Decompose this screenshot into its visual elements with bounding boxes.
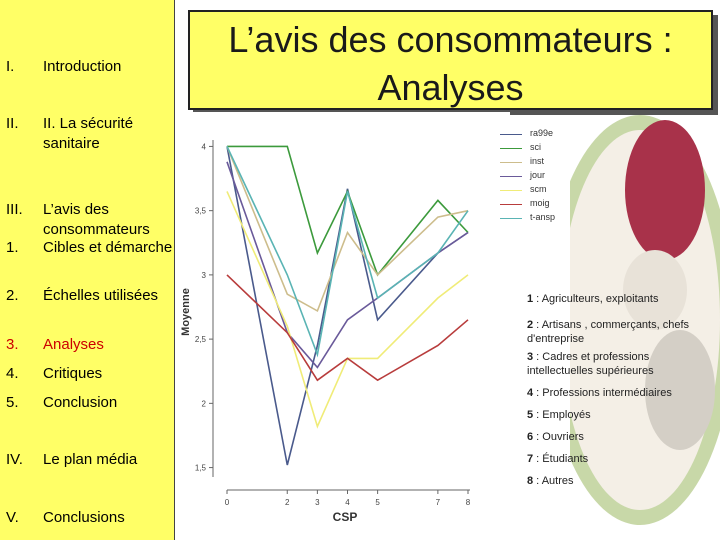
sidebar-item-label: Conclusions — [43, 509, 125, 526]
legend-label: moig — [530, 198, 550, 208]
legend-label: inst — [530, 156, 545, 166]
sidebar-item-number: II. — [6, 115, 19, 132]
sidebar-item-label: Le plan média — [43, 451, 138, 468]
legend-swatch — [500, 134, 522, 135]
legend-swatch — [500, 190, 522, 191]
csp-code-item — [527, 350, 707, 378]
legend-label: ra99e — [530, 128, 554, 138]
sidebar-item-number: V. — [6, 509, 19, 526]
sidebar-item-label: Introduction — [43, 58, 122, 75]
sidebar-item-label: II. La sécurité sanitaire — [43, 115, 134, 152]
x-tick-label: 3 — [315, 498, 320, 507]
sidebar-item-label: Conclusion — [43, 394, 118, 411]
sidebar-item-label: Critiques — [43, 365, 103, 382]
y-tick-label: 3 — [201, 270, 206, 280]
csp-code-separator: : — [533, 453, 543, 465]
csp-code-label: Cadres et professions intellectuelles supérieures — [527, 351, 654, 377]
legend-entry — [500, 198, 570, 212]
csp-code-separator: : — [533, 293, 542, 305]
sidebar-item-number: 4. — [6, 365, 19, 382]
csp-code-separator: : — [533, 351, 543, 363]
sidebar-item-number: I. — [6, 58, 15, 75]
sidebar-item-number: 5. — [6, 394, 19, 411]
x-tick-label: 2 — [285, 498, 290, 507]
legend-swatch — [500, 218, 522, 219]
csp-code-label: Professions intermédiaires — [542, 387, 672, 399]
legend-entry — [500, 212, 570, 226]
csp-code-item — [527, 474, 707, 488]
legend-label: sci — [530, 142, 541, 152]
csp-code-label: Étudiants — [542, 453, 589, 465]
sidebar-item-number: 2. — [6, 287, 19, 304]
sidebar-item-number: 3. — [6, 336, 19, 353]
x-tick-label: 0 — [224, 498, 230, 507]
sidebar — [0, 0, 175, 540]
csp-code-item — [527, 430, 707, 444]
csp-code-separator: : — [533, 431, 543, 443]
y-tick-label: 2,5 — [194, 335, 206, 345]
x-tick-label: 5 — [375, 498, 380, 507]
legend-entry — [500, 156, 570, 170]
y-tick-label: 3,5 — [194, 206, 206, 216]
csp-code-item — [527, 408, 707, 422]
legend-swatch — [500, 176, 522, 177]
legend-label: jour — [530, 170, 546, 180]
csp-code-separator: : — [533, 387, 543, 399]
x-axis-label: CSP — [332, 510, 358, 524]
sidebar-item-number: 1. — [6, 239, 19, 256]
csp-code-item — [527, 318, 707, 346]
csp-code-number: 3 — [527, 351, 534, 363]
csp-code-number: 6 — [527, 431, 534, 443]
csp-code-item — [527, 452, 707, 466]
y-axis-label: Moyenne — [180, 288, 192, 336]
csp-code-number: 7 — [527, 453, 534, 465]
legend-swatch — [500, 162, 522, 163]
csp-code-number: 4 — [527, 387, 534, 399]
csp-code-number: 8 — [527, 475, 534, 487]
csp-code-number: 2 — [527, 319, 534, 331]
csp-code-separator: : — [533, 475, 542, 487]
y-tick-label: 4 — [201, 142, 206, 152]
y-tick-label: 1,5 — [194, 463, 206, 473]
legend-entry — [500, 170, 570, 184]
legend-swatch — [500, 148, 522, 149]
csp-code-label: Agriculteurs, exploitants — [541, 293, 659, 305]
line-chart — [175, 112, 510, 530]
csp-code-item — [527, 292, 707, 306]
title-line-1: L’avis des consommateurs : — [228, 19, 673, 60]
csp-code-number: 1 — [527, 293, 534, 305]
csp-code-label: Artisans , commerçants, chefs d'entreprise — [527, 319, 690, 345]
sidebar-item-number: III. — [6, 201, 23, 218]
legend-label: scm — [530, 184, 547, 194]
sidebar-item-label: Analyses — [43, 336, 104, 353]
title-line-2: Analyses — [377, 67, 524, 108]
csp-code-label: Ouvriers — [542, 431, 584, 443]
x-tick-label: 4 — [345, 498, 350, 507]
slide-title — [188, 10, 713, 110]
x-tick-label: 7 — [435, 498, 441, 507]
sidebar-item-label: Cibles et démarche — [43, 239, 173, 256]
legend-swatch — [500, 204, 522, 205]
x-tick-label: 8 — [465, 498, 471, 507]
csp-code-item — [527, 386, 707, 400]
legend-entry — [500, 184, 570, 198]
sidebar-item-number: IV. — [6, 451, 23, 468]
csp-code-number: 5 — [527, 409, 534, 421]
csp-code-separator: : — [533, 409, 543, 421]
legend-entry — [500, 128, 570, 142]
sidebar-item-label: L’avis des consommateurs — [43, 201, 150, 238]
csp-code-separator: : — [533, 319, 542, 331]
sidebar-item-label: Échelles utilisées — [43, 287, 159, 304]
legend-entry — [500, 142, 570, 156]
y-tick-label: 2 — [201, 399, 206, 409]
chart-background — [175, 112, 510, 530]
csp-code-label: Autres — [541, 475, 574, 487]
legend-label: t-ansp — [530, 212, 556, 222]
csp-code-label: Employés — [542, 409, 591, 421]
